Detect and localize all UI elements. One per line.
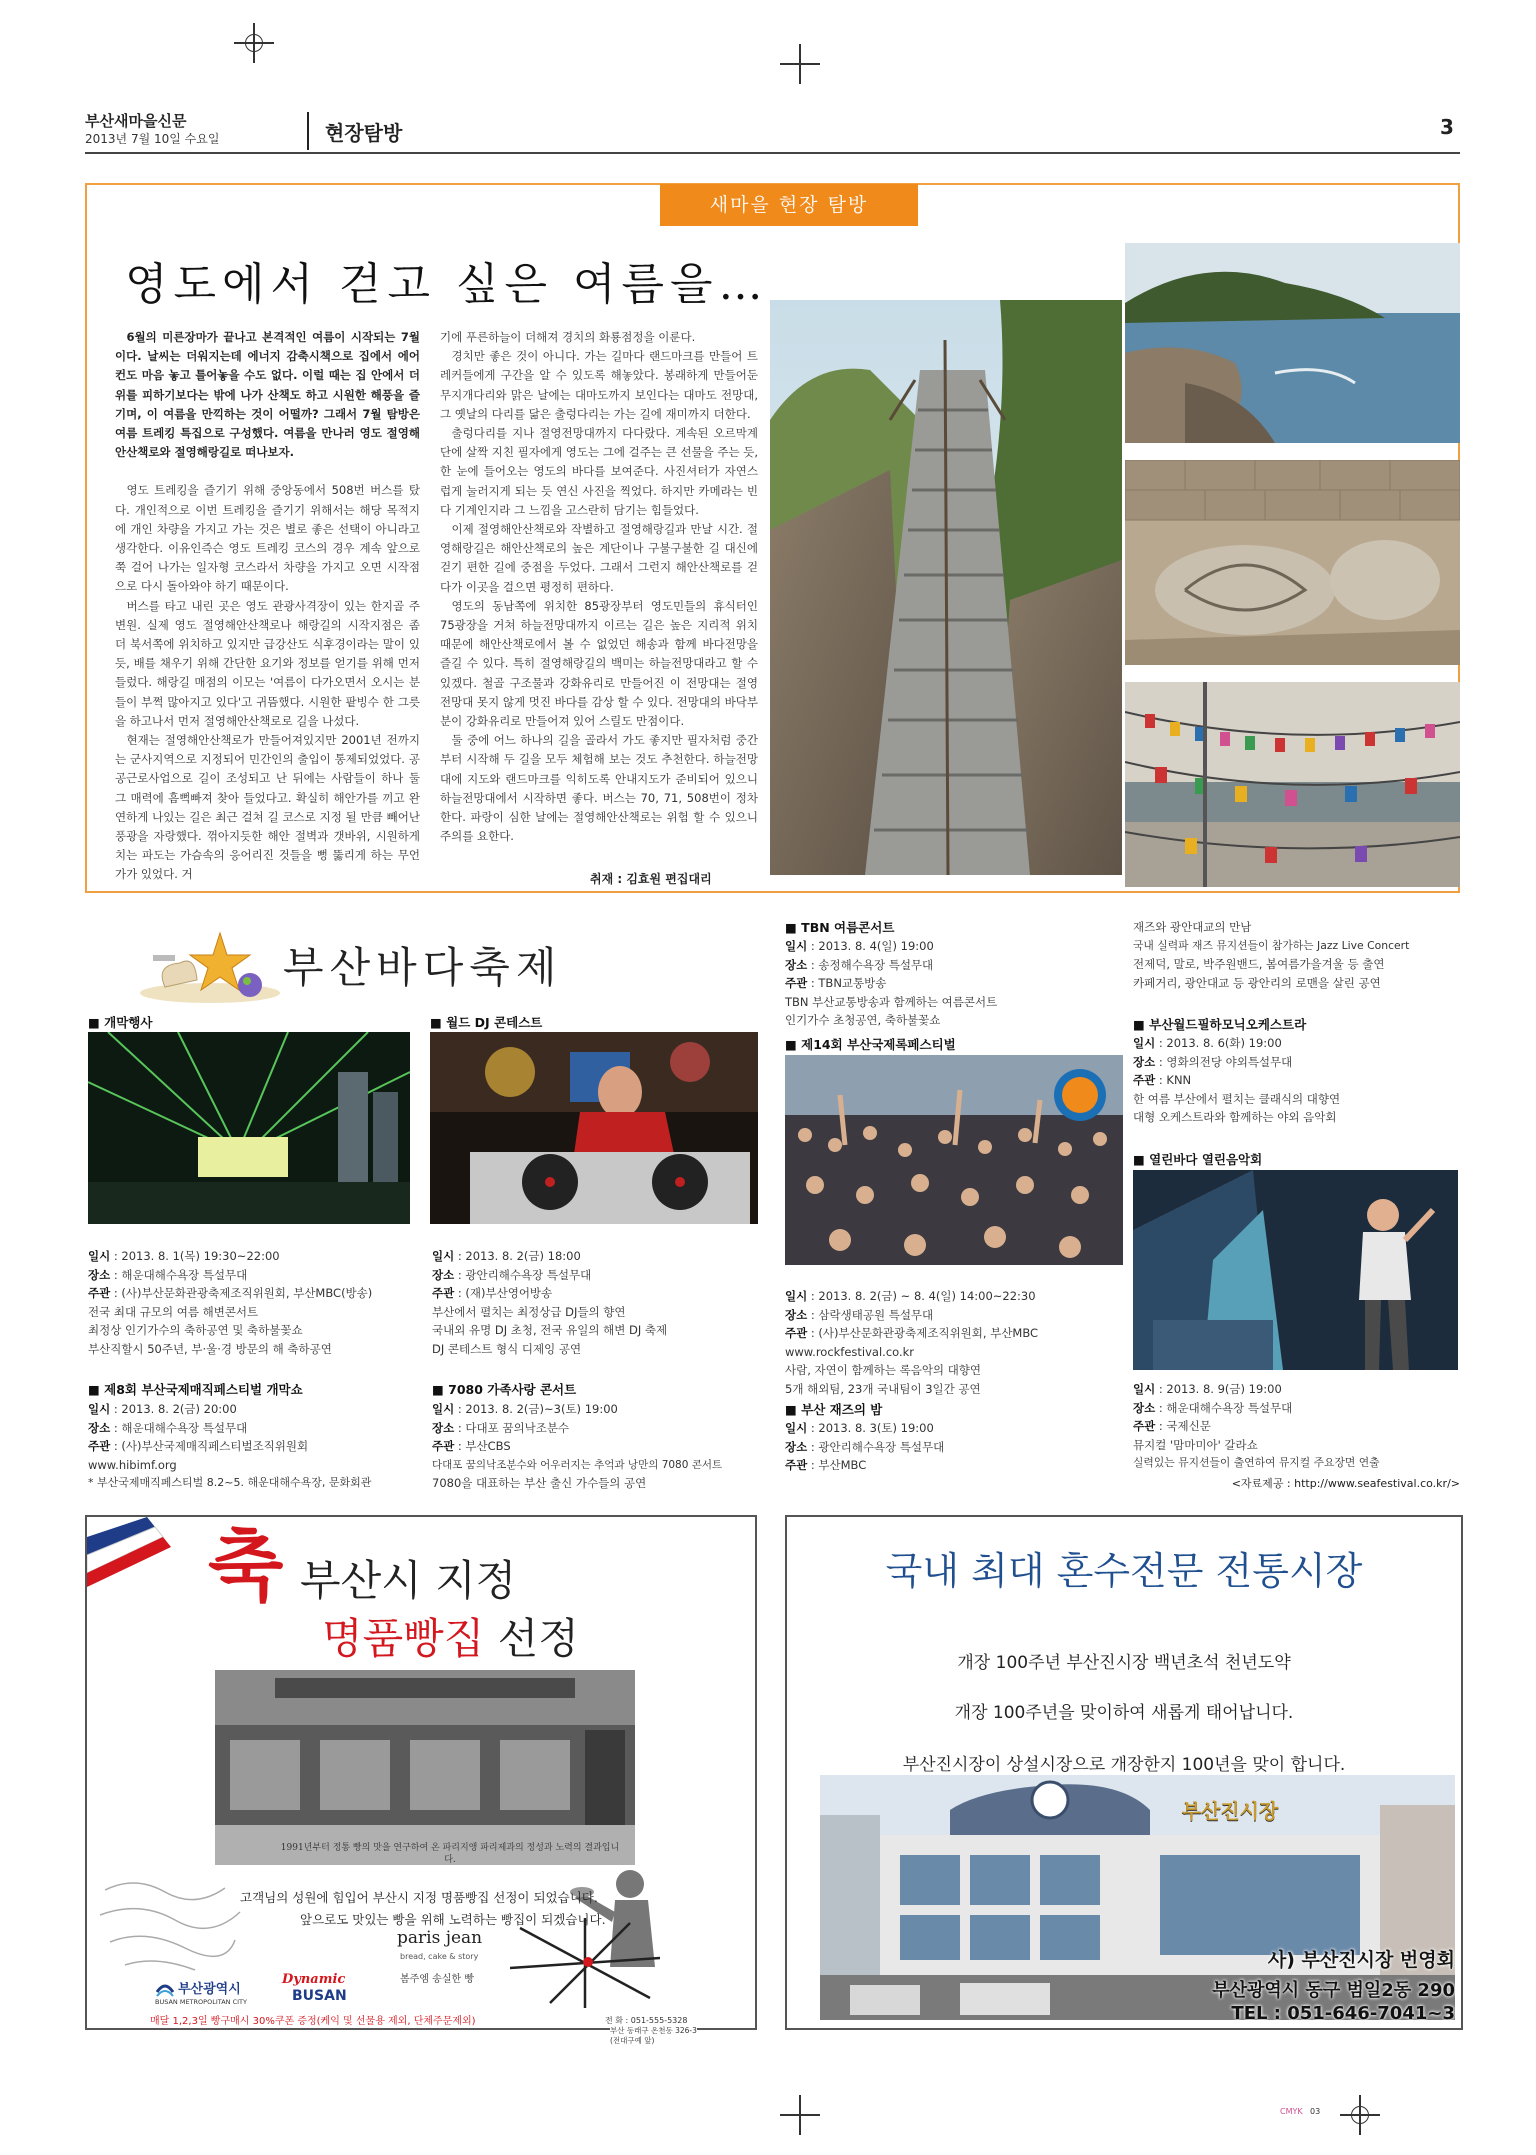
event-details	[1133, 1034, 1463, 1127]
market-line3: 부산진시장이 상설시장으로 개장한지 100년을 맞이 합니다.	[902, 1755, 1346, 1775]
article-column-2	[440, 328, 758, 846]
registration-mark	[1340, 2095, 1380, 2135]
value: : (재)부산영어방송	[454, 1286, 553, 1300]
celebrate-char: 축	[208, 1522, 284, 1612]
event-heading: ■ 개막행사	[88, 1015, 153, 1030]
article-paragraph: 영도 트레킹을 즐기기 위해 중앙동에서 508번 버스를 탔다. 개인적으로 이번 트레킹을 즐기기 위해서는 해당 목적지에 개인 차량을 가지고 가는 것은 별로 좋은 선택이 아니라고 생각한다. 이유인즉슨 영도 트레킹 코스의 경우 계속 앞으로 쭉 걸어 나가는 일자형 코스라서 차량을 가지고 오면 시작점으로 다시 돌아와야 하기 때문이다.	[115, 483, 420, 594]
location-map	[510, 1918, 660, 2008]
event-heading: ■ 월드 DJ 콘테스트	[430, 1015, 543, 1030]
label: 장소	[88, 1420, 111, 1435]
market-line2: 개장 100주년을 맞이하여 새롭게 태어납니다.	[954, 1703, 1294, 1723]
label: 일시	[1133, 1036, 1156, 1050]
article-paragraph: 둘 중에 어느 하나의 길을 골라서 가도 좋지만 필자처럼 중간부터 시작해 두 길을 모두 체험해 보는 것도 추천한다. 하늘전망대에 지도와 랜드마크를 익히도록 안내지도가 준비되어 있으니 하늘전망대에서 시작하면 좋다. 버스는 70, 71, 508번이 정차한다. 파랑이 심한 날에는 절영해안산책로는 위험 할 수 있으니 주의를 요한다.	[440, 733, 758, 844]
label: 장소	[1133, 1054, 1156, 1069]
value: : 2013. 8. 3(토) 19:00	[807, 1421, 934, 1435]
busan-logo: 부산광역시	[178, 1982, 241, 1997]
value: : 2013. 8. 2(금) 18:00	[454, 1249, 581, 1263]
event-details	[785, 1287, 1125, 1398]
registration-mark	[780, 2095, 820, 2135]
issue-date: 2013년 7월 10일 수요일	[85, 132, 220, 146]
feature-title: 영도에서 걷고 싶은 여름을…	[125, 259, 769, 310]
article-column-1	[115, 328, 420, 885]
detail-line: 재즈와 광안대교의 만남	[1133, 920, 1252, 934]
stairs-photo	[770, 300, 1122, 875]
market-tel: TEL : 051-646-7041~3	[1231, 2003, 1455, 2024]
detail-line: * 부산국제매직페스티벌 8.2~5. 해운대해수욕장, 문화회관	[88, 1476, 372, 1489]
value: : 2013. 8. 6(화) 19:00	[1155, 1036, 1282, 1050]
value: : (사)부산문화관광축제조직위원회, 부산MBC(방송)	[110, 1286, 373, 1300]
label: 장소	[785, 1439, 808, 1454]
header-rule	[85, 152, 1460, 154]
detail-line: 인기가수 초청공연, 축하불꽃쇼	[785, 1013, 941, 1027]
label: 주관	[785, 976, 808, 990]
value: : 해운대해수욕장 특설무대	[1155, 1400, 1293, 1415]
byline: 취재 : 김효원 편집대리	[590, 872, 712, 886]
detail-line: 부산에서 펼치는 최정상급 DJ들의 향연	[432, 1304, 626, 1319]
detail-line: 국내 실력파 재즈 뮤지션들이 참가하는 Jazz Live Concert	[1133, 938, 1410, 952]
detail-line: www.rockfestival.co.kr	[785, 1344, 915, 1359]
value: : 2013. 8. 4(일) 19:00	[807, 939, 934, 953]
header-divider	[307, 112, 309, 150]
label: 장소	[432, 1420, 455, 1435]
mosaic-wall-photo	[1125, 460, 1460, 665]
event-details	[1133, 918, 1463, 992]
value: : 광안리해수욕장 특설무대	[454, 1267, 592, 1282]
label: 일시	[1133, 1382, 1156, 1396]
value: : 2013. 8. 2(금) ~ 8. 4(일) 14:00~22:30	[807, 1289, 1036, 1303]
value: : 2013. 8. 2(금)~3(토) 19:00	[454, 1402, 618, 1416]
label: 주관	[785, 1458, 808, 1472]
event-details	[1133, 1380, 1463, 1473]
detail-line: 부산직할시 50주년, 부·울·경 방문의 해 축하공연	[88, 1341, 332, 1356]
article-paragraph: 기에 푸른하늘이 더해져 경치의 화룡점정을 이룬다.	[440, 330, 696, 344]
label: 일시	[785, 939, 808, 953]
value: : KNN	[1155, 1073, 1192, 1087]
article-lead: 6월의 미른장마가 끝나고 본격적인 여름이 시작되는 7월이다. 날씨는 더워지는데 에너지 감축시책으로 집에서 에어컨도 마음 놓고 틀어놓을 수도 없다. 이럴 때는 집 안에서 더위를 피하기보다는 밖에 나가 산책도 하고 시원한 해풍을 즐기며, 이 여름을 만끽하는 것이 어떨까? 그래서 7월 탐방은 여름 트레킹 특집으로 구성했다. 여름을 만나러 영도 절영해안산책로와 절영해랑길로 떠나보자.	[115, 330, 420, 460]
label: 주관	[432, 1439, 455, 1453]
dynamic-logo-top: Dynamic	[282, 1972, 346, 1987]
love-locks-photo	[1125, 682, 1460, 887]
label: 일시	[432, 1402, 455, 1416]
event-heading: ■ 7080 가족사랑 콘서트	[432, 1382, 577, 1397]
message-line1: 고객님의 성원에 힘입어 부산시 지정 명품빵집 선정이 되었습니다.	[240, 1890, 598, 1905]
detail-line: 한 여름 부산에서 펼치는 클래식의 대향연	[1133, 1091, 1341, 1106]
label: 장소	[1133, 1400, 1156, 1415]
label: 주관	[1133, 1419, 1156, 1433]
detail-line: 실력있는 뮤지션들이 출연하여 뮤지컬 주요장면 연출	[1133, 1456, 1380, 1469]
event-details	[88, 1400, 408, 1493]
registration-mark	[234, 23, 274, 63]
value: : 해운대해수욕장 특설무대	[110, 1267, 248, 1282]
label: 일시	[88, 1402, 111, 1416]
detail-line: 5개 해외팀, 23개 국내팀이 3일간 공연	[785, 1381, 981, 1396]
detail-line: 카페거리, 광안대교 등 광안리의 로맨을 살린 공연	[1133, 975, 1381, 990]
market-line1: 개장 100주년 부산진시장 백년초석 천년도약	[957, 1653, 1291, 1673]
label: 주관	[88, 1439, 111, 1453]
detail-line: 뮤지컬 '맘마미아' 갈라쇼	[1133, 1437, 1258, 1452]
value: : 해운대해수욕장 특설무대	[110, 1420, 248, 1435]
article-paragraph: 현재는 절영해안산책로가 만들어져있지만 2001년 전까지는 군사지역으로 지정되어 민간인의 출입이 통제되었었다. 공공근로사업으로 길이 조성되고 난 뒤에는 사람들이 하나 둘 그 매력에 흠뻑빠져 찾아 들었다고. 확실히 해안가를 끼고 완연하게 나있는 길은 최근 걸쳐 길 코스로 지정 될 만큼 빼어난 풍광을 자랑했다. 꺾아지듯한 해안 절벽과 갯바위, 시원하게 치는 파도는 가슴속의 응어리진 것들을 뻥 뚫리게 하는 무언가가 있었다. 거	[115, 733, 420, 882]
sea-cliff-photo	[1125, 243, 1460, 443]
event-heading: ■ 열린바다 열린음악회	[1133, 1152, 1263, 1167]
market-headline: 국내 최대 혼수전문 전통시장	[885, 1549, 1363, 1593]
event-details	[432, 1247, 757, 1358]
detail-line: 전국 최대 규모의 여름 해변콘서트	[88, 1304, 259, 1319]
article-paragraph: 경치만 좋은 것이 아니다. 가는 길마다 랜드마크를 만들어 트레커들에게 구간을 알 수 있도록 해놓았다. 봉래하게 만들어둔 무지개다리와 맑은 날에는 대마도까지 보인다는 대마도 전망대, 그 옛날의 다리를 닮은 출렁다리는 가는 길에 재미까지 더한다.	[440, 349, 758, 421]
detail-line: 전제덕, 말로, 박주원밴드, 봄여름가을겨울 등 출연	[1133, 957, 1385, 971]
phone-number: 전 화 : 051-555-5328	[605, 2016, 688, 2025]
message-line2: 앞으로도 맛있는 빵을 위해 노력하는 빵집이 되겠습니다.	[300, 1912, 606, 1927]
event-heading: ■ 부산 재즈의 밤	[785, 1402, 883, 1417]
registration-mark	[780, 44, 820, 84]
value: : 송정해수욕장 특설무대	[807, 957, 934, 972]
label: 주관	[785, 1326, 808, 1340]
label: 주관	[88, 1286, 111, 1300]
event-details	[432, 1400, 772, 1493]
dynamic-logo-bottom: BUSAN	[292, 1988, 347, 2004]
source-credit: <자료제공 : http://www.seafestival.co.kr/>	[1231, 1477, 1460, 1490]
detail-line: TBN 부산교통방송과 함께하는 여름콘서트	[785, 994, 998, 1009]
label: 장소	[88, 1267, 111, 1282]
opening-concert-photo	[88, 1032, 410, 1224]
open-concert-photo	[1133, 1170, 1458, 1370]
flag-ribbon	[87, 1517, 207, 1587]
value: : 국제신문	[1155, 1419, 1211, 1433]
label: 일시	[785, 1289, 808, 1303]
value: : 삼락생태공원 특설무대	[807, 1307, 934, 1322]
cmyk-mark: CMYK	[1280, 2107, 1303, 2116]
label: 일시	[88, 1249, 111, 1263]
bakery-storefront-photo	[215, 1670, 635, 1865]
label: 장소	[432, 1267, 455, 1282]
event-heading: ■ 제14회 부산국제록페스티벌	[785, 1037, 956, 1052]
detail-line: 다대포 꿈의낙조분수와 어우러지는 추억과 낭만의 7080 콘서트	[432, 1458, 723, 1471]
busan-logo-sub: BUSAN METROPOLITAN CITY	[155, 1998, 247, 2006]
section-title: 현장탐방	[325, 121, 403, 145]
detail-line: 7080을 대표하는 부산 출신 가수들의 공연	[432, 1476, 647, 1490]
value: : 다대포 꿈의낙조분수	[454, 1420, 570, 1435]
value: : (사)부산문화관광축제조직위원회, 부산MBC	[807, 1326, 1039, 1340]
label: 일시	[785, 1421, 808, 1435]
label: 일시	[432, 1249, 455, 1263]
ad-title-highlight: 명품빵집	[322, 1614, 485, 1663]
rock-festival-photo	[785, 1055, 1123, 1265]
value: : 2013. 8. 9(금) 19:00	[1155, 1382, 1282, 1396]
ad-title-rest: 선정	[497, 1614, 579, 1663]
busan-emblem-icon	[155, 1978, 175, 1998]
event-details	[88, 1247, 408, 1358]
address-landmark: (전대구예 앞)	[610, 2036, 655, 2045]
brand-tagline: bread, cake & story	[400, 1952, 479, 1961]
value: : (사)부산국제매직페스티벌조직위원회	[110, 1439, 309, 1453]
masthead: 부산새마을신문	[85, 112, 187, 130]
article-paragraph: 영도의 동남쪽에 위치한 85광장부터 영도민들의 휴식터인 75광장을 거쳐 하늘전망대까지 이르는 길은 높은 지리적 위치 때문에 해안산책로에서 볼 수 없었던 해송과 함께 바다전망을 즐길 수 있다. 특히 절영해랑길의 백미는 하늘전망대라고 할 수 있겠다. 철골 구조물과 강화유리로 만들어진 이 전망대는 절영전망대 못지 않게 멋진 바다를 감상 할 수 있다. 전망대의 바닥부분이 강화유리로 만들어져 있어 스릴도 만점이다.	[440, 598, 758, 729]
feature-tag: 새마을 현장 탐방	[660, 184, 918, 226]
event-heading: ■ TBN 여름콘서트	[785, 920, 895, 935]
detail-line: 대형 오케스트라와 함께하는 야외 음악회	[1133, 1110, 1337, 1124]
value: : 부산CBS	[454, 1439, 511, 1453]
photo-caption: 1991년부터 정통 빵의 맛을 연구하여 온 파리지앵 파리제과의 정성과 노력의 결과입니다.	[280, 1843, 620, 1865]
label: 주관	[432, 1286, 455, 1300]
value: : TBN교통방송	[807, 976, 887, 990]
dj-contest-photo	[430, 1032, 758, 1224]
promo-text: 매달 1,2,3일 빵구매시 30%쿠폰 증정(케익 및 선물용 제외, 단체주문제외)	[150, 2016, 476, 2027]
event-details	[785, 1419, 1125, 1475]
market-org: 사) 부산진시장 번영회	[1267, 1949, 1455, 1971]
ad-title-line1: 부산시 지정	[300, 1556, 517, 1605]
article-paragraph: 이제 절영해안산책로와 작별하고 절영해랑길과 만날 시간. 절영해랑길은 해안산책로의 높은 계단이나 구불구불한 길 대신에 걷기 편한 길에 중점을 두었다. 그래서 그런지 해안산책로를 걷다가 이곳을 걸으면 평정히 편하다.	[440, 522, 758, 594]
article-paragraph: 출렁다리를 지나 절영전망대까지 다다랐다. 계속된 오르막계단에 살짝 지친 필자에게 영도는 그에 걸주는 큰 선물을 주는 듯, 한 눈에 들어오는 영도의 바다를 보여준다. 사진셔터가 자연스럽게 눌러지게 되는 듯 연신 사진을 찍었다. 하지만 카메라는 빈다 기계인지라 그 느낌을 고스란히 담기는 힘들었다.	[440, 426, 758, 517]
page-code: 03	[1310, 2107, 1321, 2116]
label: 주관	[1133, 1073, 1156, 1087]
market-sign: 부산진시장	[1181, 1799, 1279, 1823]
branch-name: 봄주엠 송실한 빵	[400, 1974, 474, 1985]
detail-line: 사람, 자연이 함께하는 록음악의 대향연	[785, 1363, 982, 1377]
article-paragraph: 버스를 타고 내린 곳은 영도 관광사격장이 있는 한지골 주변원. 실제 영도 절영해안산책로나 해랑길의 시작지점은 좀 더 북서쪽에 위치하고 있지만 급강산도 식후경이라는 말이 있듯, 배를 채우기 위해 간단한 요기와 정보를 얻기를 위해 먼저 들렀다. 해랑길 매점의 이모는 '여름이 다가오면서 오시는 분들이 부쩍 많아지고 있다'고 귀뜸했다. 시원한 팥빙수 한 그릇을 하고나서 먼저 절영해안산책로로 길을 나섰다.	[115, 598, 420, 728]
ad-title-line2	[322, 1606, 579, 1666]
event-heading: ■ 제8회 부산국제매직페스티벌 개막쇼	[88, 1382, 303, 1397]
detail-line: DJ 콘테스트 형식 디제잉 공연	[432, 1341, 582, 1356]
brand-logo: paris jean	[397, 1928, 483, 1948]
value: : 광안리해수욕장 특설무대	[807, 1439, 945, 1454]
label: 장소	[785, 957, 808, 972]
handwriting-decoration	[95, 1870, 245, 1980]
value: : 부산MBC	[807, 1458, 867, 1472]
value: : 영화의전당 야외특설무대	[1155, 1054, 1293, 1069]
address: 부산 동래구 온천동 326-3	[610, 2026, 697, 2035]
detail-line: 국내외 유명 DJ 초청, 전국 유일의 해변 DJ 축제	[432, 1323, 668, 1337]
detail-line: www.hibimf.org	[88, 1457, 177, 1472]
detail-line: 최정상 인기가수의 축하공연 및 축하불꽃쇼	[88, 1323, 303, 1337]
value: : 2013. 8. 1(목) 19:30~22:00	[110, 1249, 280, 1263]
event-heading: ■ 부산월드필하모닉오케스트라	[1133, 1017, 1307, 1032]
festival-title: 부산바다축제	[283, 943, 563, 992]
value: : 2013. 8. 2(금) 20:00	[110, 1402, 237, 1416]
market-address: 부산광역시 동구 범일2동 290	[1212, 1980, 1455, 2001]
starfish-illustration	[135, 925, 285, 1005]
label: 장소	[785, 1307, 808, 1322]
page-number: 3	[1440, 115, 1454, 139]
event-details	[785, 937, 1125, 1030]
